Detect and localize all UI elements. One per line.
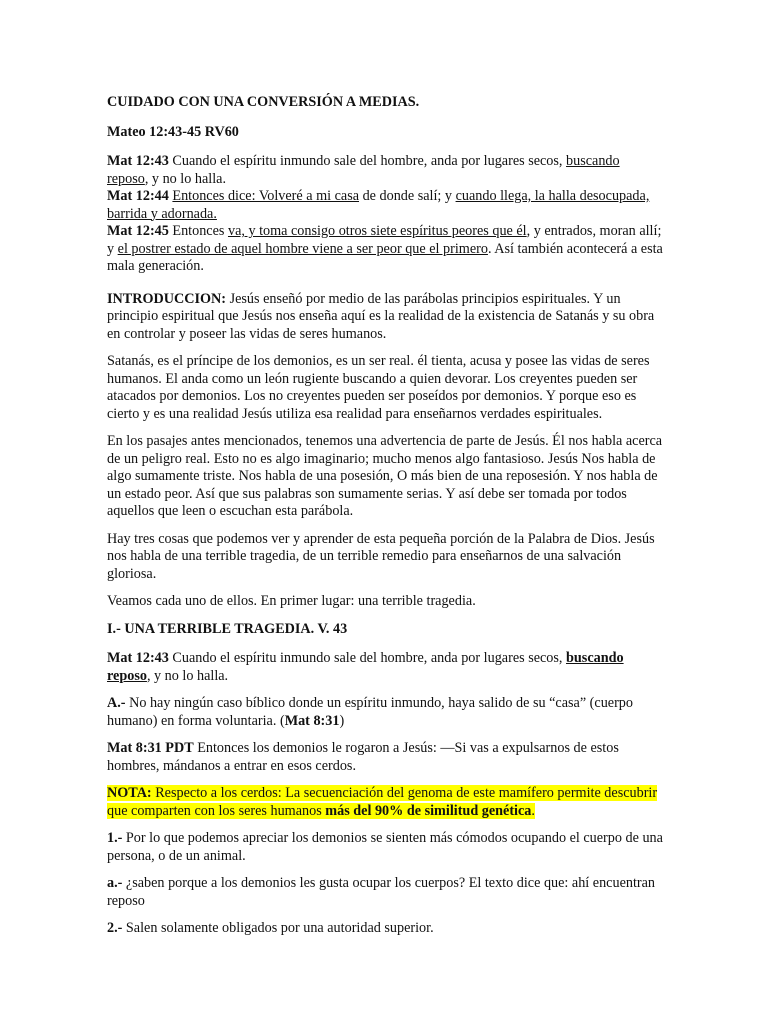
body-paragraph: Satanás, es el príncipe de los demonios, es un ser real. él tienta, acusa y posee las vidas de seres humanos. El anda como un león rugiente buscando a quien devorar. Los creyentes pueden ser atacados por demonios. Los no creyentes pueden ser poseídos por demonios. Y porque eso es cierto y es una realidad Jesús utiliza esa realidad para enseñarnos verdades espirituales. [107,353,650,422]
verse-text: Cuando el espíritu inmundo sale del hombre, anda por lugares secos, [168,650,567,666]
verse-underline: buscando reposo [107,650,624,684]
section-verse [107,650,663,685]
point-text: ¿saben porque a los demonios les gusta ocupar los cuerpos? El texto dice que: ahí encuentran reposo [107,875,656,909]
point-label: a.- [107,875,123,891]
verse-ref: Mat 12:44 [107,188,169,204]
point-text: Por lo que podemos apreciar los demonios se sienten más cómodos ocupando el cuerpo de una persona, o de un animal. [107,830,663,864]
verse-underline: Entonces dice: Volveré a mi casa [172,188,360,204]
verse-text: , y no lo halla. [146,667,229,684]
point-ref: Mat 8:31 [284,712,340,729]
verse-text: Entonces los demonios le rogaron a Jesús: —Si vas a expulsarnos de estos hombres, mándanos a entrar en esos cerdos. [107,740,619,774]
verse-mat-8-31 [107,740,663,775]
point-label: 1.- [107,830,123,846]
point-a-lower [107,875,663,910]
point-label: A.- [107,695,126,711]
verse-text: . Así también acontecerá a esta mala generación. [107,240,663,274]
verse-text: Cuando el espíritu inmundo sale del hombre, anda por lugares secos, [168,153,567,169]
point-1 [107,830,663,865]
note-text: . [531,802,535,819]
verse-ref: Mat 12:45 [107,223,169,239]
intro-text: Jesús enseñó por medio de las parábolas principios espirituales. Y un principio espiritual que Jesús nos enseña aquí es la realidad de la existencia de Satanás y su obra en controlar y poseer las vidas de seres humanos. [107,290,655,342]
introduction-paragraph [107,291,663,344]
verse-underline: va, y toma consigo otros siete espíritus peores que él [227,223,527,239]
verse-text: , y no lo halla. [144,170,226,187]
document-page [107,94,663,948]
point-a [107,695,663,730]
note-bold: más del 90% de similitud genética [325,802,532,819]
scripture-reference: Mateo 12:43-45 RV60 [107,123,239,140]
intro-label: INTRODUCCION: [107,290,227,307]
point-text: Salen solamente obligados por una autoridad superior. [122,920,434,936]
verse-12-45 [107,223,663,276]
document-title: CUIDADO CON UNA CONVERSIÓN A MEDIAS. [107,94,420,110]
body-paragraph: Veamos cada uno de ellos. En primer lugar: una terrible tragedia. [107,593,476,609]
verse-underline: buscando reposo [107,153,620,187]
note-paragraph [107,785,663,820]
verse-ref: Mat 12:43 [107,650,169,666]
verse-ref: Mat 12:43 [107,153,169,169]
body-paragraph: En los pasajes antes mencionados, tenemos una advertencia de parte de Jesús. Él nos habla acerca de un peligro real. Esto no es algo imaginario; mucho menos algo fantasioso. Jesús Nos habla de algo sumamente triste. Nos habla de una posesión, O más bien de una reposesión. Y nos habla de un estado peor. Así que sus palabras son sumamente serias. Y así debe ser tomada por todos aquellos que leen o escuchan esta parábola. [107,433,663,519]
verse-text: , y entrados, moran allí; y [107,223,662,257]
verse-underline: el postrer estado de aquel hombre viene a ser peor que el primero [117,240,488,257]
point-text: No hay ningún caso bíblico donde un espíritu inmundo, haya salido de su “casa” (cuerpo humano) en forma voluntaria. ( [107,695,633,729]
verse-12-43 [107,153,663,188]
point-2 [107,920,663,938]
note-text: Respecto a los cerdos: La secuenciación del genoma de este mamífero permite descubrir que comparten con los seres humanos [107,785,658,819]
verse-underline: cuando llega, la halla desocupada, barrida y adornada. [107,188,650,222]
note-label: NOTA: [107,785,152,801]
verse-ref: Mat 8:31 PDT [107,740,194,756]
point-label: 2.- [107,920,123,936]
verse-12-44 [107,188,663,223]
point-text: ) [339,712,345,729]
verse-text: de donde salí; y [359,188,456,204]
body-paragraph: Hay tres cosas que podemos ver y aprender de esta pequeña porción de la Palabra de Dios. Jesús nos habla de una terrible tragedia, de un terrible remedio para enseñarnos de una salvación gloriosa. [107,530,655,582]
section-heading: I.- UNA TERRIBLE TRAGEDIA. V. 43 [107,620,348,637]
verse-text: Entonces [168,223,228,239]
